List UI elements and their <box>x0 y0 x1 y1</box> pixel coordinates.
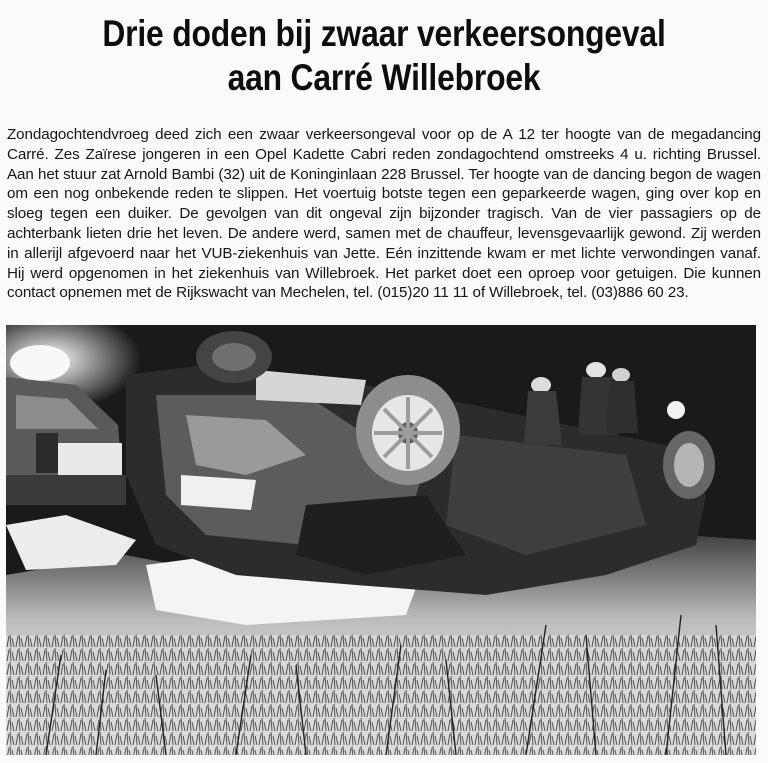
accident-photo <box>6 325 756 755</box>
wheel-icon <box>663 431 715 499</box>
accident-photo-illustration <box>6 325 756 755</box>
headline-line-1: Drie doden bij zwaar verkeersongeval <box>102 13 666 54</box>
wheel-icon <box>196 331 272 383</box>
headline <box>54 12 714 100</box>
headline-line-2: aan Carré Willebroek <box>227 57 541 98</box>
article-body: Zondagochtendvroeg deed zich een zwaar verkeersongeval voor op de A 12 ter hoogte van de megadancing Carré. Zes Zaïrese jongeren in een Opel Kadette Cabri reden zondagochtend omstreeks 4 u. richting Brussel. Aan het stuur zat Arnold Bambi (32) uit de Koninginlaan 228 Brussel. Ter hoogte van de dancing begon de wagen om een nog onbekende reden te slippen. Het voertuig botste tegen een geparkeerde wagen, ging over kop en sloeg tegen een duiker. De gevolgen van dit ongeval zijn bijzonder tragisch. Van de vier passagiers op de achterbank lieten drie het leven. De andere werd, samen met de chauffeur, levensgevaarlijk gewond. Zij werden in allerijl afgevoerd naar het VUB-ziekenhuis van Jette. Eén inzittende kwam er met lichte verwondingen vanaf. Hij werd opgenomen in het ziekenhuis van Willebroek. Het parket doet een oproep voor getuigen. Die kunnen contact opnemen met de Rijkswacht van Mechelen, tel. (015)20 11 11 of Willebroek, tel. (03)886 60 23. <box>7 126 761 302</box>
headlight-icon <box>10 345 70 381</box>
grass-area <box>6 635 756 755</box>
wheel-icon <box>356 375 460 485</box>
